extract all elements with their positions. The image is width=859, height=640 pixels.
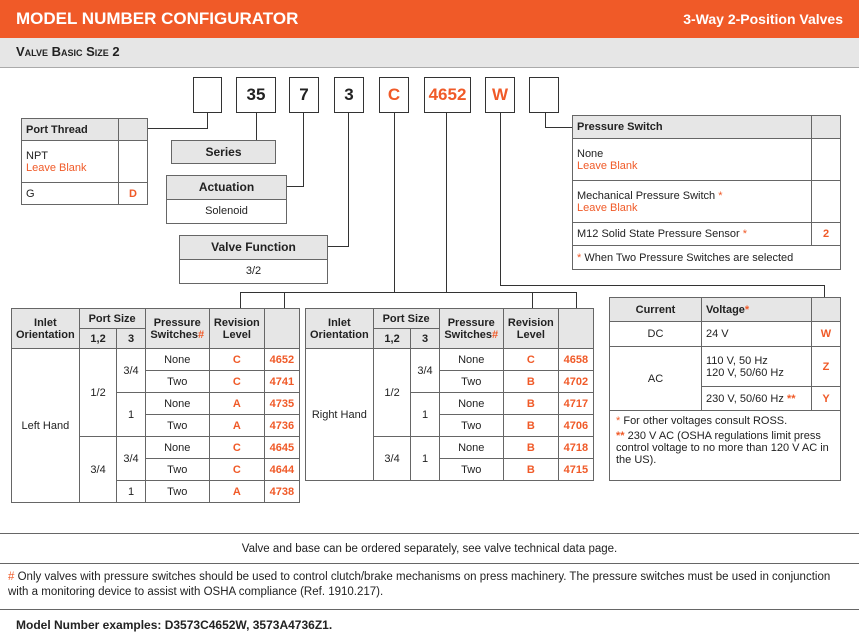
connector-line — [240, 292, 241, 308]
inlet-orientation-heading: Inlet Orientation — [306, 309, 374, 349]
connector-line — [545, 113, 546, 128]
connector-line — [394, 113, 395, 293]
port-thread-heading: Port Thread — [22, 119, 119, 141]
connector-line — [500, 113, 501, 285]
connector-line — [303, 113, 304, 187]
ps-note-star: * — [577, 251, 582, 264]
note2-star: ** — [616, 430, 625, 442]
pressure-switches: None — [145, 349, 209, 371]
connector-line — [240, 292, 577, 293]
ps-none-label: None — [577, 147, 604, 160]
port-3-heading: 3 — [411, 329, 439, 349]
model-code: 4736 — [264, 415, 299, 437]
revision: C — [209, 459, 264, 481]
current-heading: Current — [610, 298, 702, 322]
port-12-heading: 1,2 — [79, 329, 117, 349]
footnote-text: Only valves with pressure switches should be used to control clutch/brake mechanisms on press machinery. The pressure switches must be used in conjunction with a monitoring device to assist with OSHA compliance (Ref. 1910.217). — [8, 571, 831, 598]
connector-line — [545, 127, 572, 128]
revision: C — [209, 437, 264, 459]
connector-line — [284, 292, 285, 308]
pressure-switches-heading: Pressure Switches — [150, 316, 201, 341]
model-code: 4652 — [264, 349, 299, 371]
connector-line — [446, 113, 447, 293]
connector-line — [148, 128, 208, 129]
model-code: 4715 — [558, 459, 593, 481]
revision-level-heading: Revision Level — [503, 309, 558, 349]
revision: A — [209, 415, 264, 437]
connector-line — [348, 113, 349, 247]
revision: B — [503, 393, 558, 415]
port-3-heading: 3 — [117, 329, 145, 349]
port-size-12: 1/2 — [373, 349, 411, 437]
code-box-function: 3 — [334, 77, 364, 113]
revision: B — [503, 437, 558, 459]
voltage-note-1: For other voltages consult ROSS. — [623, 415, 788, 427]
left-hand-label: Left Hand — [12, 349, 80, 503]
connector-line — [287, 186, 304, 187]
pressure-switches: Two — [145, 415, 209, 437]
valve-function-value: 3/2 — [179, 260, 328, 284]
port-12-heading: 1,2 — [373, 329, 411, 349]
revision: B — [503, 415, 558, 437]
page-subtitle: 3-Way 2-Position Valves — [683, 11, 843, 27]
g-code: D — [119, 183, 148, 205]
pressure-switches: None — [145, 437, 209, 459]
pressure-switches: Two — [439, 459, 503, 481]
port-thread-table — [21, 118, 148, 205]
port-size-12: 3/4 — [79, 437, 117, 503]
revision: C — [209, 349, 264, 371]
model-code: 4702 — [558, 371, 593, 393]
code-box-port-thread — [193, 77, 222, 113]
model-code: 4741 — [264, 371, 299, 393]
model-examples: Model Number examples: D3573C4652W, 3573A4736Z1. — [0, 609, 859, 640]
pressure-switches: None — [439, 393, 503, 415]
dc-code: W — [812, 322, 841, 347]
revision: A — [209, 393, 264, 415]
revision: C — [503, 349, 558, 371]
series-label: Series — [171, 140, 276, 164]
code-box-voltage: W — [485, 77, 515, 113]
model-code: 4738 — [264, 481, 299, 503]
voltage-star: * — [744, 303, 750, 316]
connector-line — [207, 113, 208, 129]
revision: B — [503, 459, 558, 481]
ac-label: AC — [610, 347, 702, 411]
ps-m12-code: 2 — [812, 223, 841, 246]
npt-cell — [22, 141, 119, 183]
pressure-switches: None — [439, 437, 503, 459]
actuation-label: Actuation — [166, 175, 287, 200]
ac-star: ** — [786, 392, 796, 405]
separate-order-note: Valve and base can be ordered separately, see valve technical data page. — [0, 533, 859, 563]
pressure-switches: Two — [439, 415, 503, 437]
revision: B — [503, 371, 558, 393]
ps-mech-star: * — [718, 189, 723, 202]
size-title: Valve Basic Size 2 — [16, 44, 120, 59]
actuation-value: Solenoid — [166, 200, 287, 224]
pressure-switches: None — [145, 393, 209, 415]
model-code: 4718 — [558, 437, 593, 459]
pressure-switches: Two — [439, 371, 503, 393]
port-size-3: 3/4 — [117, 349, 145, 393]
ps-m12-star: * — [742, 228, 747, 240]
port-size-3: 1 — [411, 437, 439, 481]
dc-voltage: 24 V — [702, 322, 812, 347]
code-box-model: 4652 — [424, 77, 471, 113]
port-size-3: 3/4 — [411, 349, 439, 393]
connector-line — [256, 113, 257, 142]
note1-star: * — [616, 415, 621, 427]
code-box-actuation: 7 — [289, 77, 319, 113]
pressure-switches: Two — [145, 481, 209, 503]
port-size-heading: Port Size — [373, 309, 439, 329]
model-code: 4644 — [264, 459, 299, 481]
port-size-heading: Port Size — [79, 309, 145, 329]
hash-mark: # — [198, 328, 205, 341]
inlet-orientation-heading: Inlet Orientation — [12, 309, 80, 349]
port-size-3: 3/4 — [117, 437, 145, 481]
connector-line — [532, 292, 533, 308]
pressure-switches: None — [439, 349, 503, 371]
port-size-12: 1/2 — [79, 349, 117, 437]
footnote — [0, 563, 859, 609]
model-code: 4645 — [264, 437, 299, 459]
port-size-3: 1 — [117, 393, 145, 437]
ps-mech-label: Mechanical Pressure Switch — [577, 189, 716, 202]
connector-line — [500, 285, 825, 286]
ac-voltage-2: 120 V, 50/60 Hz — [706, 366, 784, 379]
ps-mech-code: Leave Blank — [577, 201, 638, 214]
ac-voltage-1: 110 V, 50 Hz — [706, 354, 768, 367]
voltage-table — [609, 297, 841, 481]
ac-code-z: Z — [812, 347, 841, 387]
pressure-switches-heading: Pressure Switches — [444, 316, 495, 341]
model-code: 4706 — [558, 415, 593, 437]
voltage-heading: Voltage — [706, 303, 745, 316]
dc-label: DC — [610, 322, 702, 347]
page-title: MODEL NUMBER CONFIGURATOR — [16, 9, 299, 28]
model-code: 4658 — [558, 349, 593, 371]
ps-none-code: Leave Blank — [577, 159, 638, 172]
connector-line — [824, 285, 825, 297]
pressure-switches: Two — [145, 459, 209, 481]
connector-line — [328, 246, 349, 247]
ac-code-y: Y — [812, 387, 841, 411]
left-hand-table — [11, 308, 300, 503]
revision: C — [209, 371, 264, 393]
code-box-series: 35 — [236, 77, 276, 113]
port-size-12: 3/4 — [373, 437, 411, 481]
valve-function-label: Valve Function — [179, 235, 328, 260]
pressure-switch-heading: Pressure Switch — [573, 116, 812, 139]
hash-mark: # — [492, 328, 499, 341]
pressure-switch-table — [572, 115, 841, 270]
right-hand-label: Right Hand — [306, 349, 374, 481]
ps-note: When Two Pressure Switches are selected — [584, 251, 794, 264]
npt-label: NPT — [26, 149, 48, 162]
footnote-hash: # — [8, 571, 15, 583]
port-size-3: 1 — [411, 393, 439, 437]
voltage-note-2: 230 V AC (OSHA regulations limit press control voltage to no more than 120 V AC in the US). — [616, 430, 829, 466]
size-bar — [0, 38, 859, 68]
model-code: 4717 — [558, 393, 593, 415]
ac-voltage-3: 230 V, 50/60 Hz — [706, 392, 784, 405]
code-box-revision: C — [379, 77, 409, 113]
revision: A — [209, 481, 264, 503]
code-box-pressure-switch — [529, 77, 559, 113]
connector-line — [576, 292, 577, 308]
g-label: G — [22, 183, 119, 205]
npt-code: Leave Blank — [26, 161, 87, 174]
port-size-3: 1 — [117, 481, 145, 503]
right-hand-table — [305, 308, 594, 481]
model-code: 4735 — [264, 393, 299, 415]
ps-m12-label: M12 Solid State Pressure Sensor — [577, 228, 740, 240]
revision-level-heading: Revision Level — [209, 309, 264, 349]
pressure-switches: Two — [145, 371, 209, 393]
